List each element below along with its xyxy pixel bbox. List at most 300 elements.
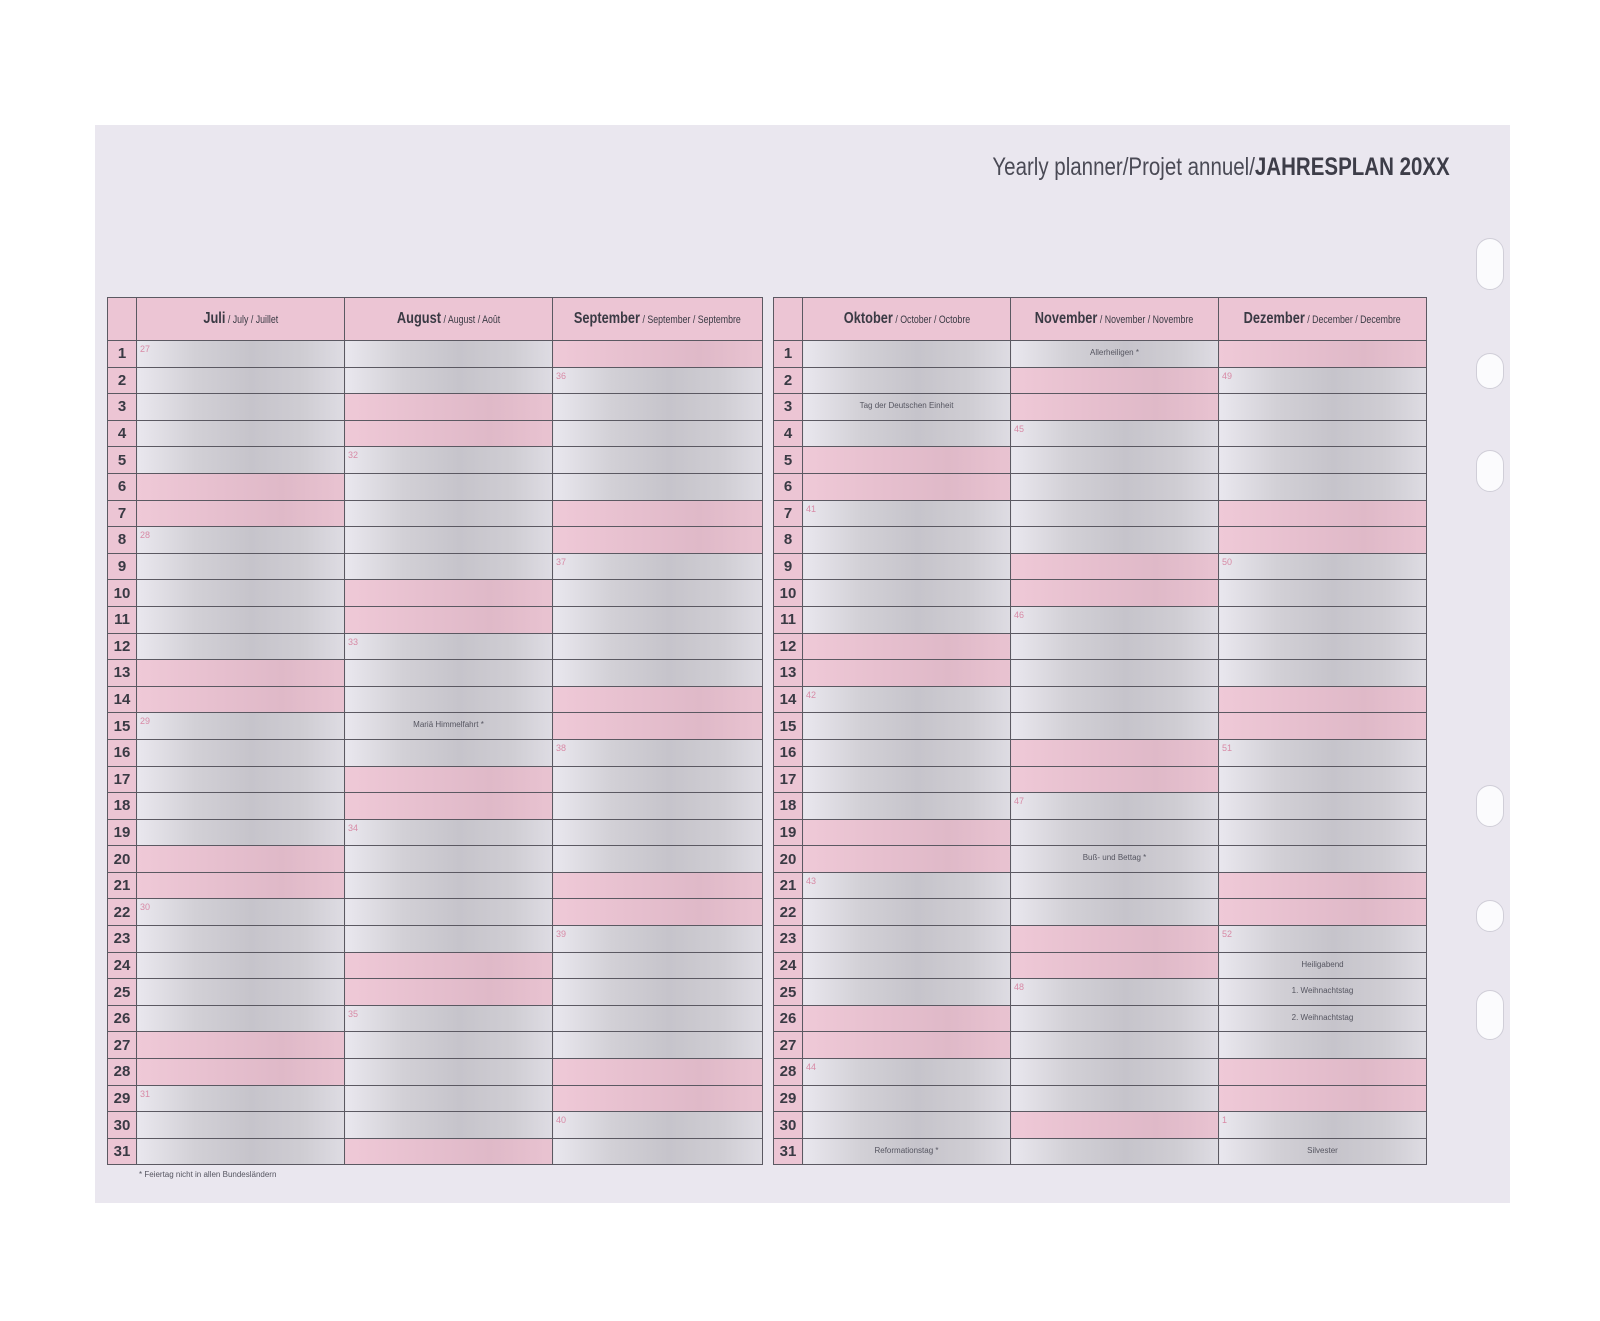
day-row — [774, 1112, 1427, 1139]
day-cell[interactable] — [803, 367, 1011, 394]
holiday-label: Tag der Deutschen Einheit — [859, 401, 954, 411]
day-cell[interactable] — [1011, 420, 1219, 447]
day-cell[interactable] — [553, 606, 763, 633]
day-cell[interactable] — [345, 872, 553, 899]
day-cell[interactable] — [137, 394, 345, 421]
day-cell[interactable] — [1011, 1005, 1219, 1032]
day-cell[interactable] — [345, 819, 553, 846]
day-number: 21 — [108, 872, 137, 899]
day-cell[interactable] — [1011, 793, 1219, 820]
day-cell[interactable] — [1011, 819, 1219, 846]
week-number: 32 — [348, 450, 359, 461]
day-cell[interactable] — [553, 580, 763, 607]
month-translations: / July / Juillet — [225, 314, 278, 326]
day-row — [108, 979, 763, 1006]
day-number: 19 — [774, 819, 803, 846]
day-row — [108, 420, 763, 447]
day-cell[interactable] — [345, 739, 553, 766]
day-row — [774, 394, 1427, 421]
day-number: 11 — [774, 606, 803, 633]
day-cell[interactable] — [137, 606, 345, 633]
day-cell[interactable] — [553, 473, 763, 500]
day-cell[interactable] — [137, 766, 345, 793]
day-cell[interactable] — [553, 713, 763, 740]
day-cell[interactable] — [345, 1005, 553, 1032]
day-row — [108, 1059, 763, 1086]
day-row — [108, 341, 763, 368]
day-cell[interactable] — [1219, 739, 1427, 766]
month-header — [137, 298, 345, 341]
day-row — [774, 793, 1427, 820]
day-number: 5 — [108, 447, 137, 474]
day-cell[interactable] — [803, 341, 1011, 368]
day-row — [108, 606, 763, 633]
day-cell[interactable] — [137, 846, 345, 873]
day-cell[interactable] — [137, 793, 345, 820]
day-row — [774, 952, 1427, 979]
day-number: 27 — [774, 1032, 803, 1059]
day-cell[interactable] — [1011, 660, 1219, 687]
day-number: 9 — [774, 553, 803, 580]
day-cell[interactable] — [803, 473, 1011, 500]
day-cell[interactable] — [345, 473, 553, 500]
day-cell[interactable] — [1011, 580, 1219, 607]
day-number: 28 — [774, 1059, 803, 1086]
day-row — [774, 1138, 1427, 1165]
day-number: 1 — [774, 341, 803, 368]
day-cell[interactable] — [553, 872, 763, 899]
day-cell[interactable] — [803, 793, 1011, 820]
day-row — [108, 500, 763, 527]
day-cell[interactable] — [1011, 1112, 1219, 1139]
day-cell[interactable] — [137, 580, 345, 607]
day-number: 5 — [774, 447, 803, 474]
day-number: 22 — [774, 899, 803, 926]
day-cell[interactable] — [553, 686, 763, 713]
day-cell[interactable] — [345, 341, 553, 368]
week-number: 40 — [556, 1115, 567, 1126]
day-cell[interactable] — [1011, 766, 1219, 793]
day-row — [108, 1138, 763, 1165]
day-cell[interactable] — [345, 580, 553, 607]
day-cell[interactable] — [553, 1005, 763, 1032]
day-cell[interactable] — [553, 660, 763, 687]
day-number: 10 — [108, 580, 137, 607]
day-number: 31 — [108, 1138, 137, 1165]
day-cell[interactable] — [1219, 872, 1427, 899]
day-cell[interactable] — [1219, 394, 1427, 421]
day-cell[interactable] — [803, 606, 1011, 633]
punch-hole — [1476, 238, 1504, 290]
day-cell[interactable] — [345, 899, 553, 926]
day-row — [108, 660, 763, 687]
day-cell[interactable] — [553, 1085, 763, 1112]
day-row — [774, 420, 1427, 447]
week-number: 33 — [348, 636, 359, 647]
week-number: 47 — [1014, 796, 1025, 807]
day-cell[interactable] — [137, 899, 345, 926]
day-cell[interactable] — [1011, 473, 1219, 500]
day-cell[interactable] — [137, 686, 345, 713]
day-cell[interactable] — [803, 1032, 1011, 1059]
month-header-label — [397, 310, 500, 328]
day-cell[interactable] — [1219, 899, 1427, 926]
week-number: 42 — [806, 689, 817, 700]
day-cell[interactable] — [137, 713, 345, 740]
month-header-label — [1244, 310, 1401, 328]
day-cell[interactable] — [553, 394, 763, 421]
day-cell[interactable] — [345, 1112, 553, 1139]
day-cell[interactable] — [803, 1085, 1011, 1112]
day-cell[interactable] — [553, 1059, 763, 1086]
day-row — [774, 846, 1427, 873]
day-cell[interactable] — [803, 1138, 1011, 1165]
day-row — [108, 1085, 763, 1112]
day-number: 4 — [774, 420, 803, 447]
day-number: 20 — [108, 846, 137, 873]
day-cell[interactable] — [803, 766, 1011, 793]
day-cell[interactable] — [803, 500, 1011, 527]
month-header — [345, 298, 553, 341]
day-cell[interactable] — [345, 394, 553, 421]
day-cell[interactable] — [137, 633, 345, 660]
day-number: 24 — [774, 952, 803, 979]
day-cell[interactable] — [345, 1059, 553, 1086]
day-cell[interactable] — [1219, 713, 1427, 740]
day-cell[interactable] — [1011, 341, 1219, 368]
day-number: 25 — [774, 979, 803, 1006]
day-cell[interactable] — [553, 766, 763, 793]
day-cell[interactable] — [137, 527, 345, 554]
planner-sheet — [95, 125, 1510, 1203]
day-cell[interactable] — [137, 660, 345, 687]
day-cell[interactable] — [553, 420, 763, 447]
day-cell[interactable] — [803, 420, 1011, 447]
day-row — [108, 633, 763, 660]
day-cell[interactable] — [803, 553, 1011, 580]
day-cell[interactable] — [137, 553, 345, 580]
day-cell[interactable] — [345, 926, 553, 953]
day-cell[interactable] — [345, 606, 553, 633]
day-cell[interactable] — [1219, 1112, 1427, 1139]
day-cell[interactable] — [345, 420, 553, 447]
day-cell[interactable] — [1219, 766, 1427, 793]
week-number: 48 — [1014, 982, 1025, 993]
day-number: 18 — [108, 793, 137, 820]
day-cell[interactable] — [553, 979, 763, 1006]
header-corner — [774, 298, 803, 341]
day-number: 13 — [774, 660, 803, 687]
month-name: November — [1035, 310, 1098, 327]
day-cell[interactable] — [137, 367, 345, 394]
day-cell[interactable] — [553, 819, 763, 846]
day-cell[interactable] — [1011, 500, 1219, 527]
day-cell[interactable] — [345, 447, 553, 474]
day-cell[interactable] — [1011, 633, 1219, 660]
day-row — [774, 739, 1427, 766]
day-cell[interactable] — [803, 686, 1011, 713]
day-cell[interactable] — [553, 952, 763, 979]
day-row — [774, 1032, 1427, 1059]
punch-hole — [1476, 990, 1504, 1040]
day-row — [108, 872, 763, 899]
calendar-grid-oct-dec — [773, 297, 1427, 1165]
day-cell[interactable] — [1011, 952, 1219, 979]
day-cell[interactable] — [137, 926, 345, 953]
day-cell[interactable] — [1219, 341, 1427, 368]
day-cell[interactable] — [345, 633, 553, 660]
day-row — [774, 527, 1427, 554]
day-row — [774, 899, 1427, 926]
holiday-label: Mariä Himmelfahrt * — [413, 720, 484, 730]
day-row — [108, 1032, 763, 1059]
day-number: 8 — [108, 527, 137, 554]
day-cell[interactable] — [553, 1032, 763, 1059]
day-cell[interactable] — [137, 1112, 345, 1139]
day-cell[interactable] — [1011, 553, 1219, 580]
day-cell[interactable] — [137, 1005, 345, 1032]
day-cell[interactable] — [1011, 367, 1219, 394]
day-cell[interactable] — [137, 952, 345, 979]
day-cell[interactable] — [137, 819, 345, 846]
day-cell[interactable] — [137, 420, 345, 447]
day-cell[interactable] — [553, 367, 763, 394]
day-cell[interactable] — [345, 686, 553, 713]
day-cell[interactable] — [1219, 1059, 1427, 1086]
day-cell[interactable] — [1219, 527, 1427, 554]
day-row — [774, 447, 1427, 474]
day-cell[interactable] — [803, 979, 1011, 1006]
day-cell[interactable] — [1219, 819, 1427, 846]
day-cell[interactable] — [1011, 527, 1219, 554]
day-cell[interactable] — [137, 473, 345, 500]
month-translations: / September / Septembre — [640, 314, 741, 326]
day-cell[interactable] — [137, 500, 345, 527]
day-row — [108, 713, 763, 740]
day-number: 16 — [774, 739, 803, 766]
day-cell[interactable] — [345, 1085, 553, 1112]
week-number: 36 — [556, 370, 567, 381]
day-row — [108, 899, 763, 926]
day-cell[interactable] — [803, 633, 1011, 660]
day-cell[interactable] — [1219, 473, 1427, 500]
day-cell[interactable] — [1219, 1085, 1427, 1112]
day-cell[interactable] — [345, 1032, 553, 1059]
holiday-label: Reformationstag * — [874, 1145, 939, 1155]
day-cell[interactable] — [803, 899, 1011, 926]
day-cell[interactable] — [1011, 713, 1219, 740]
day-number: 15 — [108, 713, 137, 740]
day-row — [108, 527, 763, 554]
day-cell[interactable] — [345, 500, 553, 527]
day-cell[interactable] — [553, 553, 763, 580]
day-cell[interactable] — [345, 367, 553, 394]
day-cell[interactable] — [803, 660, 1011, 687]
day-cell[interactable] — [345, 713, 553, 740]
day-cell[interactable] — [803, 819, 1011, 846]
day-cell[interactable] — [1011, 846, 1219, 873]
month-header-row — [108, 298, 763, 341]
day-cell[interactable] — [1011, 447, 1219, 474]
day-row — [108, 580, 763, 607]
day-number: 17 — [774, 766, 803, 793]
month-header-label — [1035, 310, 1193, 328]
punch-hole — [1476, 785, 1504, 827]
day-row — [108, 553, 763, 580]
month-header — [803, 298, 1011, 341]
day-number: 1 — [108, 341, 137, 368]
week-number: 49 — [1222, 370, 1233, 381]
day-cell[interactable] — [553, 1112, 763, 1139]
day-cell[interactable] — [137, 872, 345, 899]
day-cell[interactable] — [345, 793, 553, 820]
week-number: 1 — [1222, 1115, 1228, 1126]
day-cell[interactable] — [1011, 979, 1219, 1006]
title-prefix: Yearly planner/Projet annuel/ — [992, 153, 1256, 181]
day-cell[interactable] — [1011, 1085, 1219, 1112]
day-cell[interactable] — [137, 1138, 345, 1165]
day-number: 24 — [108, 952, 137, 979]
day-cell[interactable] — [553, 633, 763, 660]
day-cell[interactable] — [1011, 606, 1219, 633]
day-cell[interactable] — [1011, 1032, 1219, 1059]
day-cell[interactable] — [803, 739, 1011, 766]
day-row — [774, 500, 1427, 527]
day-cell[interactable] — [803, 527, 1011, 554]
day-number: 14 — [108, 686, 137, 713]
week-number: 51 — [1222, 742, 1233, 753]
day-cell[interactable] — [1219, 926, 1427, 953]
day-cell[interactable] — [1219, 1005, 1427, 1032]
day-cell[interactable] — [1011, 1138, 1219, 1165]
day-cell[interactable] — [803, 926, 1011, 953]
day-cell[interactable] — [1219, 846, 1427, 873]
day-row — [774, 367, 1427, 394]
day-cell[interactable] — [1219, 500, 1427, 527]
footnote: * Feiertag nicht in allen Bundesländern — [139, 1170, 277, 1179]
day-cell[interactable] — [137, 1085, 345, 1112]
page-title — [993, 153, 1450, 182]
day-cell[interactable] — [803, 394, 1011, 421]
day-cell[interactable] — [1219, 1138, 1427, 1165]
day-cell[interactable] — [1219, 606, 1427, 633]
month-name: Oktober — [843, 310, 893, 327]
day-cell[interactable] — [553, 793, 763, 820]
day-cell[interactable] — [803, 713, 1011, 740]
day-row — [774, 1085, 1427, 1112]
day-cell[interactable] — [553, 341, 763, 368]
day-cell[interactable] — [553, 739, 763, 766]
day-cell[interactable] — [345, 766, 553, 793]
day-cell[interactable] — [553, 926, 763, 953]
day-cell[interactable] — [553, 500, 763, 527]
day-cell[interactable] — [345, 660, 553, 687]
day-cell[interactable] — [553, 527, 763, 554]
day-cell[interactable] — [137, 341, 345, 368]
day-cell[interactable] — [1219, 660, 1427, 687]
day-row — [108, 952, 763, 979]
day-number: 11 — [108, 606, 137, 633]
day-number: 16 — [108, 739, 137, 766]
day-cell[interactable] — [1011, 899, 1219, 926]
day-number: 28 — [108, 1059, 137, 1086]
day-row — [774, 473, 1427, 500]
day-cell[interactable] — [1219, 952, 1427, 979]
day-number: 9 — [108, 553, 137, 580]
day-cell[interactable] — [345, 979, 553, 1006]
day-row — [108, 447, 763, 474]
day-cell[interactable] — [553, 899, 763, 926]
day-cell[interactable] — [1219, 447, 1427, 474]
calendar-grid-jul-sep — [107, 297, 763, 1165]
day-cell[interactable] — [803, 846, 1011, 873]
day-cell[interactable] — [1011, 394, 1219, 421]
day-cell[interactable] — [1219, 686, 1427, 713]
holiday-label: Silvester — [1307, 1145, 1338, 1155]
day-cell[interactable] — [137, 979, 345, 1006]
day-cell[interactable] — [1219, 1032, 1427, 1059]
day-row — [774, 819, 1427, 846]
day-cell[interactable] — [345, 952, 553, 979]
day-cell[interactable] — [1219, 367, 1427, 394]
day-cell[interactable] — [137, 447, 345, 474]
day-cell[interactable] — [345, 527, 553, 554]
day-cell[interactable] — [803, 1059, 1011, 1086]
day-cell[interactable] — [345, 846, 553, 873]
day-cell[interactable] — [803, 447, 1011, 474]
day-cell[interactable] — [803, 872, 1011, 899]
week-number: 31 — [140, 1088, 151, 1099]
month-header — [553, 298, 763, 341]
day-cell[interactable] — [1011, 686, 1219, 713]
day-cell[interactable] — [1011, 1059, 1219, 1086]
day-cell[interactable] — [1219, 979, 1427, 1006]
day-cell[interactable] — [1011, 872, 1219, 899]
day-cell[interactable] — [137, 1032, 345, 1059]
day-cell[interactable] — [803, 1005, 1011, 1032]
day-number: 18 — [774, 793, 803, 820]
day-cell[interactable] — [1219, 793, 1427, 820]
punch-hole — [1476, 353, 1504, 389]
day-cell[interactable] — [1011, 926, 1219, 953]
day-cell[interactable] — [137, 739, 345, 766]
day-number: 17 — [108, 766, 137, 793]
day-number: 30 — [108, 1112, 137, 1139]
day-row — [774, 686, 1427, 713]
day-cell[interactable] — [1219, 420, 1427, 447]
day-cell[interactable] — [553, 447, 763, 474]
day-cell[interactable] — [553, 1138, 763, 1165]
day-cell[interactable] — [1219, 580, 1427, 607]
day-number: 31 — [774, 1138, 803, 1165]
day-cell[interactable] — [1011, 739, 1219, 766]
day-cell[interactable] — [803, 952, 1011, 979]
day-cell[interactable] — [1219, 553, 1427, 580]
day-row — [108, 846, 763, 873]
day-row — [774, 660, 1427, 687]
day-cell[interactable] — [553, 846, 763, 873]
day-cell[interactable] — [345, 1138, 553, 1165]
day-number: 30 — [774, 1112, 803, 1139]
day-cell[interactable] — [345, 553, 553, 580]
month-name: Dezember — [1243, 310, 1306, 327]
day-row — [774, 766, 1427, 793]
day-number: 10 — [774, 580, 803, 607]
day-cell[interactable] — [803, 580, 1011, 607]
day-cell[interactable] — [137, 1059, 345, 1086]
day-cell[interactable] — [803, 1112, 1011, 1139]
day-cell[interactable] — [1219, 633, 1427, 660]
